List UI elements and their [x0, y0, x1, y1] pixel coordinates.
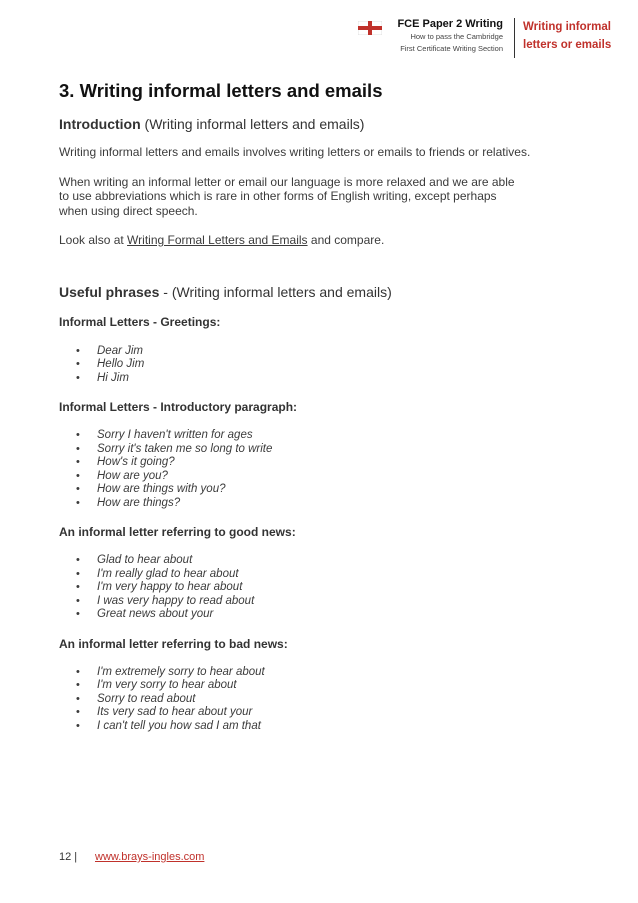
paragraph-1: Writing informal letters and emails involves writing letters or emails to friends or relatives.: [59, 145, 531, 159]
paragraph-2-line-3: when using direct speech.: [59, 203, 198, 218]
main-content: [59, 80, 619, 733]
section-heading-good-news: An informal letter referring to good news:: [59, 525, 296, 539]
header-title: FCE Paper 2 Writing: [397, 18, 503, 30]
list-item-text: Glad to hear about: [97, 554, 193, 566]
good-news-list: [59, 554, 619, 622]
list-item: • How are you?: [76, 469, 168, 482]
list-item: • Hi Jim: [76, 371, 129, 384]
useful-phrases-heading: [59, 284, 619, 301]
introduction-rest: (Writing informal letters and emails): [140, 116, 365, 132]
header-divider: [514, 18, 515, 58]
list-item-text: How are you?: [97, 469, 168, 482]
section-heading-introductory: Informal Letters - Introductory paragraph:: [59, 400, 298, 414]
list-item: • I was very happy to read about: [76, 594, 255, 607]
list-item-text: I'm really glad to hear about: [97, 567, 239, 580]
paragraph-3: [59, 233, 619, 248]
header-center: [370, 18, 503, 55]
introduction-heading: [59, 116, 619, 133]
bad-news-list: [59, 666, 619, 734]
list-item: • I can't tell you how sad I am that: [76, 719, 261, 732]
list-item-text: I'm extremely sorry to hear about: [97, 665, 265, 678]
paragraph-2-line-1: When writing an informal letter or email our language is more relaxed and we are able: [59, 174, 515, 189]
useful-phrases-bold: Useful phrases: [59, 283, 160, 300]
list-item: • I'm really glad to hear about: [76, 567, 239, 580]
header-subtitle-2: First Certificate Writing Section: [400, 44, 503, 53]
header-subtitle-1: How to pass the Cambridge: [410, 32, 503, 41]
list-item-text: Its very sad to hear about your: [97, 706, 253, 718]
page-heading: 3. Writing informal letters and emails: [59, 80, 383, 101]
list-item: • Sorry I haven't written for ages: [76, 429, 253, 441]
list-item: • Glad to hear about: [76, 554, 193, 566]
page-number: 12 |: [59, 851, 78, 863]
list-item-text: I'm very sorry to hear about: [97, 679, 237, 691]
paragraph-3-before: Look also at: [59, 233, 128, 247]
list-item: • I'm very happy to hear about: [76, 581, 243, 593]
list-item: • I'm extremely sorry to hear about: [76, 665, 265, 678]
list-item: • Sorry it's taken me so long to write: [76, 442, 273, 455]
list-item-text: Great news about your: [97, 608, 214, 620]
list-item-text: How are things with you?: [97, 483, 226, 495]
list-item-text: Dear Jim: [97, 344, 144, 357]
list-item: • How are things with you?: [76, 483, 226, 495]
list-item-text: Sorry it's taken me so long to write: [97, 442, 273, 455]
list-item-text: Hello Jim: [97, 358, 145, 370]
list-item-text: Sorry I haven't written for ages: [97, 429, 253, 441]
section-heading-bad-news: An informal letter referring to bad news:: [59, 636, 288, 651]
list-item: • Hello Jim: [76, 358, 145, 370]
paragraph-3-after: and compare.: [307, 233, 385, 247]
header-section-line-2: letters or emails: [523, 39, 612, 51]
useful-phrases-rest: - (Writing informal letters and emails): [159, 283, 392, 300]
page-footer: [59, 851, 204, 863]
header-section-line-1: Writing informal: [523, 21, 611, 33]
section-heading-greetings: Informal Letters - Greetings:: [59, 314, 221, 329]
list-item: • How's it going?: [76, 456, 175, 468]
greetings-list: [59, 345, 619, 386]
list-item-text: How are things?: [97, 496, 181, 509]
list-item-text: Sorry to read about: [97, 692, 196, 705]
list-item: • How are things?: [76, 496, 181, 509]
list-item: • Its very sad to hear about your: [76, 706, 253, 718]
paragraph-2: [59, 175, 619, 219]
paragraph-2-line-2: to use abbreviations which is rare in other forms of English writing, except perhaps: [59, 189, 497, 203]
list-item: • I'm very sorry to hear about: [76, 679, 237, 691]
list-item: • Great news about your: [76, 608, 214, 620]
formal-letters-link[interactable]: Writing Formal Letters and Emails: [127, 233, 308, 247]
website-link[interactable]: www.brays-ingles.com: [95, 851, 205, 863]
introductory-list: [59, 429, 619, 510]
list-item-text: I was very happy to read about: [97, 594, 255, 607]
introduction-bold: Introduction: [59, 116, 141, 132]
list-item-text: I can't tell you how sad I am that: [97, 719, 261, 732]
header-section-label: [523, 18, 633, 54]
list-item: • Dear Jim: [76, 344, 144, 357]
list-item-text: I'm very happy to hear about: [97, 581, 243, 593]
list-item-text: Hi Jim: [97, 371, 129, 384]
list-item: • Sorry to read about: [76, 692, 196, 705]
list-item-text: How's it going?: [97, 456, 175, 468]
